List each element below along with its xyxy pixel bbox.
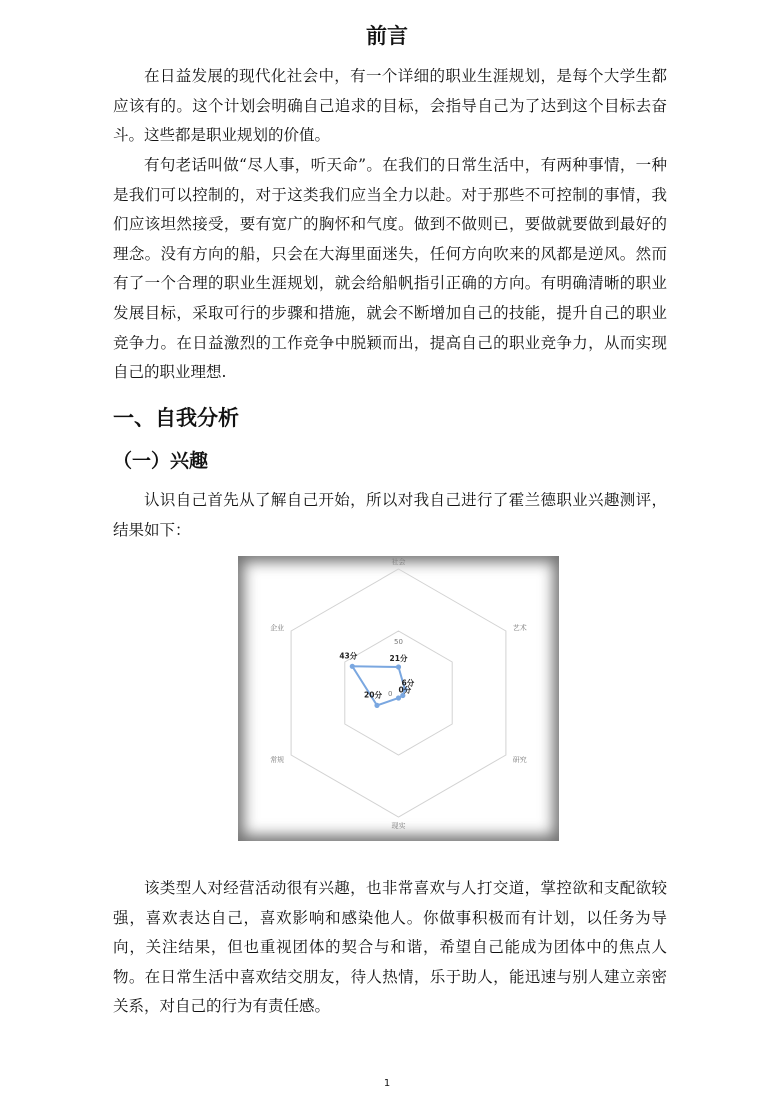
- page-number: 1: [383, 1078, 391, 1089]
- radar-value-label: 0分: [398, 685, 412, 695]
- radar-axis-label: 现实: [391, 822, 406, 830]
- radar-svg: [238, 556, 559, 841]
- radar-value-label: 21分: [389, 654, 408, 663]
- radar-scale-label: 0: [388, 690, 393, 698]
- preface-paragraph-1: 在日益发展的现代化社会中，有一个详细的职业生涯规划，是每个大学生都应该有的。这个计划会明确自己追求的目标，会指导自己为了达到这个目标去奋斗。这些都是职业规划的价值。: [113, 67, 667, 145]
- radar-value-label: 20分: [364, 690, 382, 700]
- radar-axis-label: 艺术: [512, 624, 527, 632]
- radar-value-label: 43分: [339, 651, 358, 661]
- interest-radar-chart: [238, 556, 559, 841]
- radar-point: [374, 703, 379, 708]
- section-heading: 一、自我分析: [113, 406, 239, 430]
- radar-axis-label: 研究: [512, 756, 527, 764]
- intro-paragraph: 认识自己首先从了解自己开始，所以对我自己进行了霍兰德职业兴趣测评，结果如下：: [113, 491, 667, 539]
- preface-paragraph-2: 有句老话叫做“尽人事，听天命”。在我们的日常生活中，有两种事情，一种是我们可以控制的，对于这类我们应当全力以赴。对于那些不可控制的事情，我们应该坦然接受，要有宽广的胸怀和气度。做到不做则已，要做就要做到最好的理念。没有方向的船，只会在大海里面迷失，任何方向吹来的风都是逆风。然而有了一个合理的职业生涯规划，就会给船帆指引正确的方向。有明确清晰的职业发展目标，采取可行的步骤和措施，就会不断增加自己的技能，提升自己的职业竞争力。在日益激烈的工作竞争中脱颖而出，提高自己的职业竞争力，从而实现自己的职业理想.: [113, 156, 667, 382]
- radar-axis-label: 企业: [270, 624, 285, 632]
- radar-point: [396, 695, 401, 700]
- radar-point: [350, 664, 355, 669]
- subsection-heading: （一）兴趣: [113, 450, 209, 472]
- radar-axis-label: 常规: [270, 756, 285, 764]
- radar-point: [396, 664, 401, 669]
- radar-scale-label: 50: [394, 638, 403, 646]
- radar-value-label: 6分: [401, 678, 415, 688]
- page-title: 前言: [366, 24, 408, 48]
- radar-axis-label: 社会: [391, 558, 406, 566]
- analysis-paragraph: 该类型人对经营活动很有兴趣，也非常喜欢与人打交道，掌控欲和支配欲较强，喜欢表达自己，喜欢影响和感染他人。你做事积极而有计划，以任务为导向，关注结果，但也重视团体的契合与和谐，希望自己能成为团体中的焦点人物。在日常生活中喜欢结交朋友，待人热情，乐于助人，能迅速与别人建立亲密关系，对自己的行为有责任感。: [113, 879, 667, 1016]
